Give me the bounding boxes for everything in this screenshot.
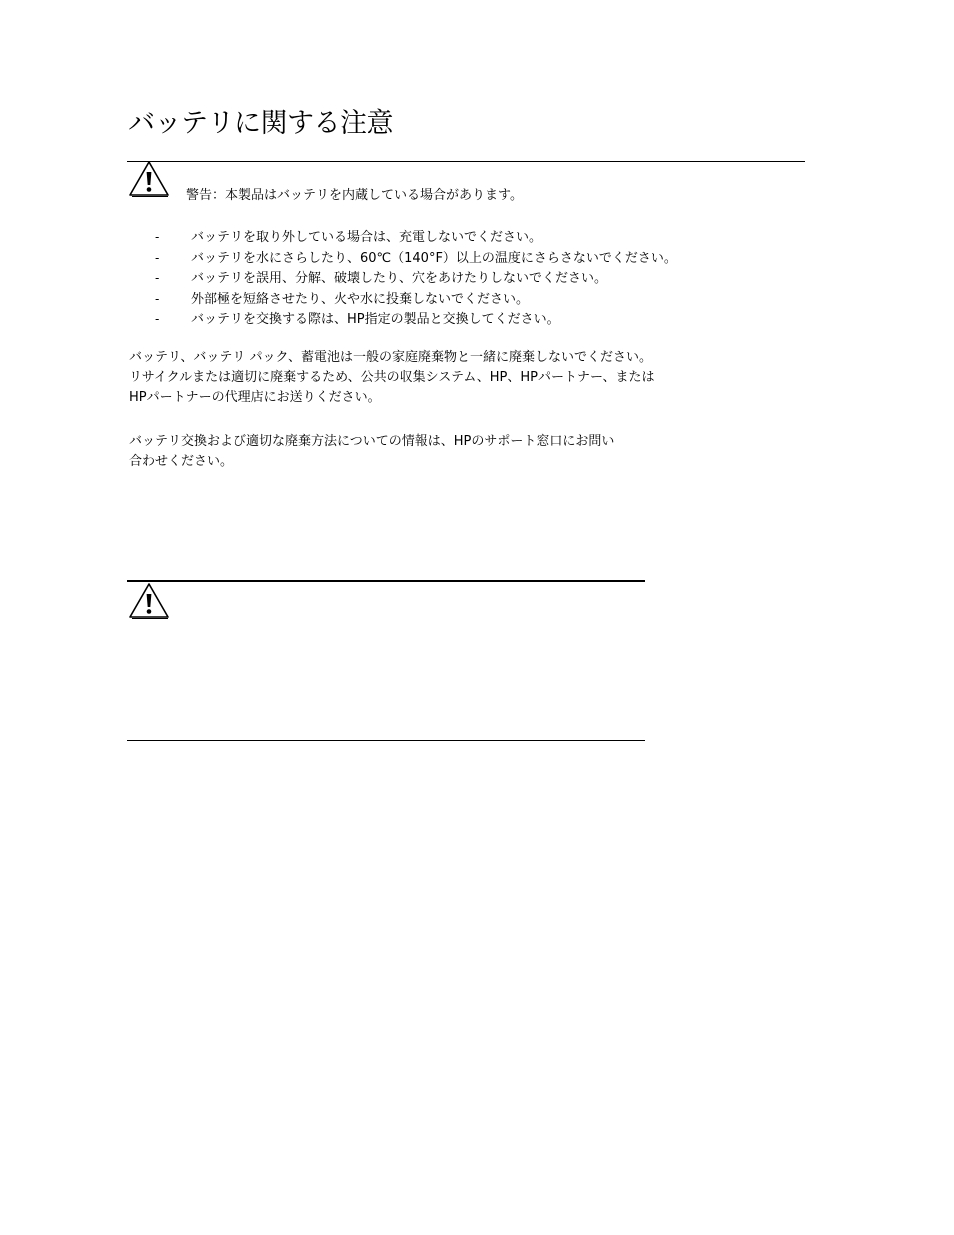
- list-dash: -: [155, 250, 160, 265]
- list-item: [150, 309, 677, 330]
- notice-box-top-rule: [127, 580, 645, 582]
- list-dash: -: [155, 230, 160, 244]
- list-item: [150, 289, 677, 310]
- title-divider: [127, 161, 805, 162]
- list-item: [150, 227, 677, 248]
- support-line-2: 合わせください。: [129, 454, 234, 469]
- list-item-text: 外部極を短絡させたり、火や水に投棄しないでください。: [191, 291, 530, 307]
- list-dash: -: [155, 291, 160, 306]
- list-dash: -: [155, 312, 160, 326]
- list-item-text: バッテリを水にさらしたり、60℃（140°F）以上の温度にさらさないでください。: [191, 250, 677, 266]
- list-item-text: バッテリを誤用、分解、破壊したり、穴をあけたりしないでください。: [191, 271, 608, 286]
- disposal-line-3: HPパートナーの代理店にお送りください。: [129, 390, 381, 405]
- support-line-1: バッテリ交換および適切な廃棄方法についての情報は、HPのサポート窓口にお問い: [129, 434, 615, 449]
- list-item: [150, 268, 677, 289]
- page-title: バッテリに関する注意: [128, 108, 393, 139]
- disposal-line-1: バッテリ、バッテリ パック、蓄電池は一般の家庭廃棄物と一緒に廃棄しないでください。: [129, 350, 652, 365]
- battery-precautions-list: [150, 227, 677, 330]
- notice-box-bottom-rule: [127, 740, 645, 741]
- list-item-text: バッテリを交換する際は、HP指定の製品と交換してください。: [191, 312, 560, 327]
- warning-statement: 警告：本製品はバッテリを内蔵している場合があります。: [186, 188, 523, 203]
- warning-triangle-icon: [128, 160, 170, 198]
- list-item: [150, 248, 677, 269]
- support-paragraph: [129, 432, 614, 472]
- warning-triangle-icon: [128, 582, 170, 620]
- disposal-paragraph: [129, 348, 654, 408]
- disposal-line-2: リサイクルまたは適切に廃棄するため、公共の収集システム、HP、HPパートナー、または: [129, 370, 655, 385]
- list-item-text: バッテリを取り外している場合は、充電しないでください。: [191, 230, 543, 245]
- list-dash: -: [155, 271, 160, 285]
